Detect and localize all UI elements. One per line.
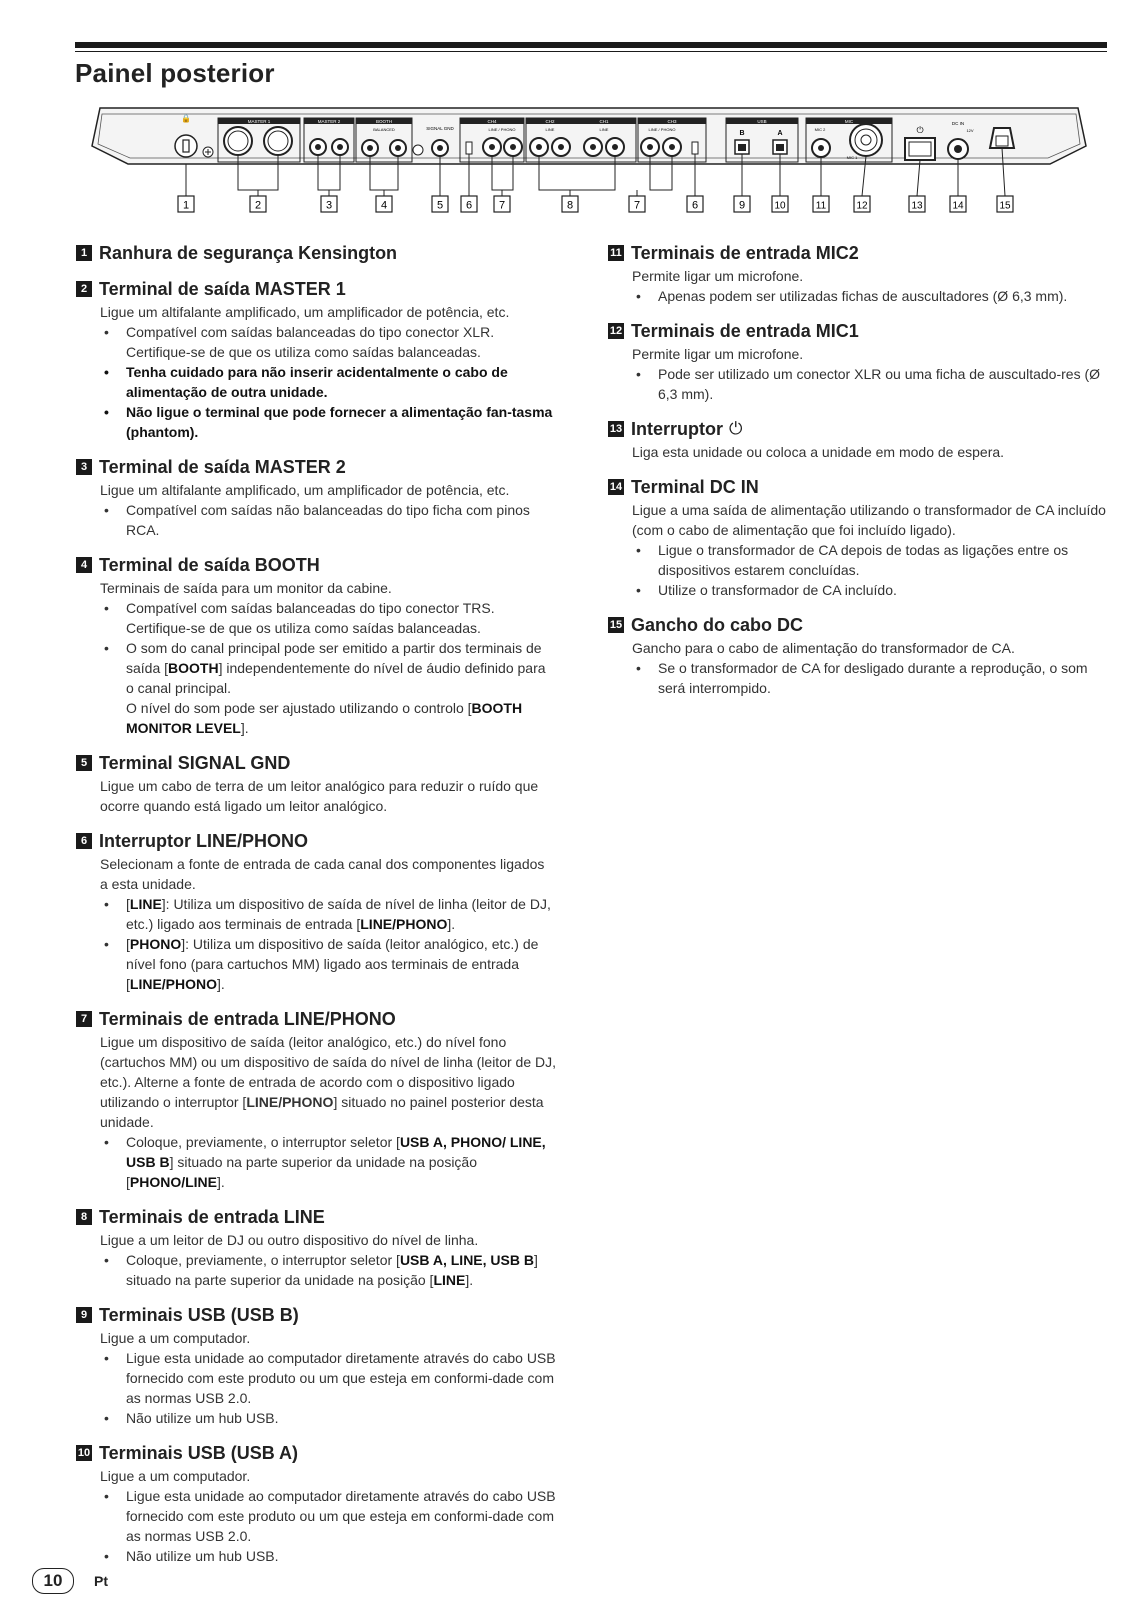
section-title: Terminal de saída BOOTH	[99, 555, 320, 575]
master2-label: MASTER 2	[317, 119, 341, 124]
section-number-badge: 7	[76, 1011, 92, 1027]
top-thin-rule	[75, 51, 1107, 52]
bullet-item: • Não utilize um hub USB.	[100, 1546, 556, 1566]
rear-panel-diagram	[90, 106, 1088, 224]
section-number-badge: 13	[609, 423, 623, 435]
section-title: Terminal SIGNAL GND	[99, 753, 291, 773]
bullet-item: • Se o transformador de CA for desligado durante a reprodução, o som será interrompido.	[632, 658, 1108, 698]
section-number-badge: 12	[609, 325, 623, 337]
section-2	[76, 278, 556, 442]
section-4	[76, 554, 556, 738]
section-title: Terminal de saída MASTER 1	[99, 279, 346, 299]
section-heading	[608, 476, 1108, 498]
callout-number: 11	[815, 200, 827, 212]
section-number-badge: 14	[609, 481, 623, 493]
section-title: Terminais USB (USB B)	[99, 1305, 299, 1325]
section-description: Permite ligar um microfone.	[632, 346, 804, 362]
bullet-item: • Compatível com saídas balanceadas do tipo conector XLR. Certifique-se de que os utiliza como saídas balanceadas.	[100, 322, 556, 362]
page-number: 10	[32, 1568, 74, 1594]
section-title: Interruptor LINE/PHONO	[99, 831, 309, 851]
section-title: Terminal DC IN	[631, 477, 759, 497]
bullet-item: • Não utilize um hub USB.	[100, 1408, 556, 1428]
callout-number: 8	[566, 199, 574, 212]
section-13	[608, 418, 1108, 462]
power-icon: ⏻	[729, 419, 743, 438]
bullet-list	[76, 322, 556, 442]
section-description: Ligue a um computador.	[100, 1330, 251, 1346]
ch1-line-label: LINE	[599, 127, 609, 132]
callout-number: 12	[856, 200, 868, 212]
section-number-badge: 3	[76, 459, 92, 475]
section-heading	[76, 456, 556, 478]
section-heading	[76, 278, 556, 300]
section-number-badge: 10	[77, 1447, 91, 1459]
callout-number: 4	[380, 199, 388, 212]
section-description: Ligue a uma saída de alimentação utilizando o transformador de CA incluído (com o cabo de alimentação que foi incluído ligado).	[632, 502, 1106, 538]
bold-term: BOOTH	[168, 660, 219, 676]
section-number-badge: 15	[609, 619, 623, 631]
section-description: Ligue um dispositivo de saída (leitor analógico, etc.) do nível fono (cartuchos MM) ou um dispositivo de saída do nível de linha (leitor de DJ, etc.). Alterne a fonte de entrada de acordo com o dispositivo ligado utilizando o interruptor [LINE/PHONO] situado no painel posterior desta unidade.	[100, 1034, 556, 1130]
section-number-badge: 11	[608, 245, 624, 261]
callout-number: 6	[465, 199, 473, 212]
bullet-list	[76, 500, 556, 540]
page-title: Painel posterior	[75, 58, 275, 88]
language-label: Pt	[94, 1573, 108, 1589]
section-9	[76, 1304, 556, 1428]
ch2-label: CH2	[545, 119, 555, 124]
section-heading	[76, 554, 556, 576]
right-column	[608, 242, 1108, 712]
bullet-list	[608, 364, 1108, 404]
mic-label: MIC	[844, 119, 854, 124]
callout-number: 5	[436, 199, 444, 212]
bullet-list	[608, 658, 1108, 698]
section-15	[608, 614, 1108, 698]
top-rule	[75, 42, 1107, 48]
callout-number: 3	[325, 199, 333, 212]
section-number-badge: 5	[76, 755, 92, 771]
bold-term: USB A, LINE, USB B	[399, 1252, 534, 1268]
mic1-label: MIC 1	[846, 155, 858, 160]
section-description: Permite ligar um microfone.	[632, 268, 804, 284]
svg-text:⏻: ⏻	[916, 126, 924, 136]
bullet-item: • [LINE]: Utiliza um dispositivo de saída de nível de linha (leitor de DJ, etc.) ligado aos terminais de entrada [LINE/PHONO].	[100, 894, 556, 934]
section-title: Terminais de entrada LINE	[99, 1207, 325, 1227]
section-description: Ligue a um leitor de DJ ou outro dispositivo do nível de linha.	[100, 1232, 479, 1248]
bold-term: LINE/PHONO	[246, 1094, 334, 1110]
section-title: Terminais de entrada MIC1	[631, 321, 859, 341]
bullet-list	[76, 1486, 556, 1566]
section-title: Terminais USB (USB A)	[99, 1443, 299, 1463]
callout-number: 1	[182, 199, 190, 212]
bullet-list	[608, 286, 1108, 306]
section-heading	[76, 1304, 556, 1326]
section-heading	[608, 418, 1108, 440]
section-title: Terminal de saída MASTER 2	[99, 457, 346, 477]
master1-label: MASTER 1	[247, 119, 271, 124]
bullet-list	[76, 1250, 556, 1290]
section-number-badge: 9	[76, 1307, 92, 1323]
callout-number: 6	[691, 199, 699, 212]
section-heading	[76, 1008, 556, 1030]
usb-a-label: A	[777, 130, 783, 137]
bold-term: PHONO/LINE	[129, 1174, 218, 1190]
bold-term: LINE	[433, 1272, 466, 1288]
dc-in-label: DC IN	[951, 121, 965, 126]
section-heading	[608, 242, 1108, 264]
section-heading	[76, 242, 556, 264]
bold-term: PHONO	[129, 936, 182, 952]
section-title: Terminais de entrada LINE/PHONO	[99, 1009, 396, 1029]
callout-number: 13	[911, 200, 923, 212]
bullet-item: • Tenha cuidado para não inserir acidentalmente o cabo de alimentação de outra unidade.	[100, 362, 556, 402]
section-title: Terminais de entrada MIC2	[631, 243, 859, 263]
dc-voltage-label: 12V	[966, 128, 974, 133]
section-description: Liga esta unidade ou coloca a unidade em modo de espera.	[632, 444, 1005, 460]
callout-number: 9	[738, 199, 746, 212]
section-1	[76, 242, 556, 264]
section-title: Ranhura de segurança Kensington	[99, 243, 398, 263]
bold-term: BOOTH MONITOR LEVEL	[126, 700, 523, 736]
section-10	[76, 1442, 556, 1566]
section-description: Gancho para o cabo de alimentação do transformador de CA.	[632, 640, 1015, 656]
booth-label: BOOTH	[375, 119, 393, 124]
callout-number: 14	[952, 200, 964, 212]
bullet-item: • Apenas podem ser utilizadas fichas de auscultadores (Ø 6,3 mm).	[632, 286, 1108, 306]
section-6	[76, 830, 556, 994]
bullet-item: • Utilize o transformador de CA incluído.	[632, 580, 1108, 600]
section-number-badge: 1	[76, 245, 92, 261]
section-number-badge: 8	[76, 1209, 92, 1225]
bullet-item: • Compatível com saídas balanceadas do tipo conector TRS. Certifique-se de que os utiliza como saídas balanceadas.	[100, 598, 556, 638]
ch3-label: CH3	[667, 119, 677, 124]
bullet-list	[76, 1348, 556, 1428]
bullet-item: • Ligue esta unidade ao computador diretamente através do cabo USB fornecido com este produto ou um que esteja em conformi-dade com as normas USB 2.0.	[100, 1348, 556, 1408]
bullet-list	[76, 894, 556, 994]
section-11	[608, 242, 1108, 306]
bullet-item: • Coloque, previamente, o interruptor seletor [USB A, PHONO/ LINE, USB B] situado na parte superior da unidade na posição [PHONO/LINE].	[100, 1132, 556, 1192]
bullet-item: • Coloque, previamente, o interruptor seletor [USB A, LINE, USB B] situado na parte superior da unidade na posição [LINE].	[100, 1250, 556, 1290]
bullet-item: • Ligue o transformador de CA depois de todas as ligações entre os dispositivos estarem concluídas.	[632, 540, 1108, 580]
usb-label: USB	[757, 119, 767, 124]
svg-text:🔒: 🔒	[181, 114, 191, 123]
section-heading	[76, 752, 556, 774]
section-3	[76, 456, 556, 540]
ch4-line-phono-label: LINE / PHONO	[488, 127, 516, 132]
section-number-badge: 6	[76, 833, 92, 849]
section-description: Ligue a um computador.	[100, 1468, 251, 1484]
bold-term: LINE/PHONO	[129, 976, 218, 992]
ch3-line-phono-label: LINE / PHONO	[648, 127, 676, 132]
bullet-list	[608, 540, 1108, 600]
section-12	[608, 320, 1108, 404]
callout-number: 15	[999, 200, 1011, 212]
callout-number: 7	[633, 199, 641, 212]
section-description: Selecionam a fonte de entrada de cada canal dos componentes ligados a esta unidade.	[100, 856, 545, 892]
bullet-list	[76, 598, 556, 738]
section-description: Ligue um altifalante amplificado, um amplificador de potência, etc.	[100, 482, 510, 498]
bold-term: LINE/PHONO	[360, 916, 448, 932]
ch4-label: CH4	[487, 119, 497, 124]
bullet-item: • Pode ser utilizado um conector XLR ou uma ficha de auscultado-res (Ø 6,3 mm).	[632, 364, 1108, 404]
section-heading	[76, 1206, 556, 1228]
section-7	[76, 1008, 556, 1192]
mic2-label: MIC 2	[814, 127, 826, 132]
bullet-item: • Não ligue o terminal que pode fornecer a alimentação fan-tasma (phantom).	[100, 402, 556, 442]
bullet-item: • Ligue esta unidade ao computador diretamente através do cabo USB fornecido com este produto ou um que esteja em conformi-dade com as normas USB 2.0.	[100, 1486, 556, 1546]
dc-cable-hook	[990, 128, 1014, 148]
bullet-item: • Compatível com saídas não balanceadas do tipo ficha com pinos RCA.	[100, 500, 556, 540]
left-column	[76, 242, 556, 1580]
section-title: Interruptor	[631, 419, 723, 439]
ch2-line-label: LINE	[545, 127, 555, 132]
section-number-badge: 2	[76, 281, 92, 297]
booth-balanced-label: BALANCED	[373, 127, 395, 132]
ch1-label: CH1	[599, 119, 609, 124]
section-14	[608, 476, 1108, 600]
section-5	[76, 752, 556, 816]
section-description: Ligue um cabo de terra de um leitor analógico para reduzir o ruído que ocorre quando está ligado um leitor analógico.	[100, 778, 539, 814]
section-8	[76, 1206, 556, 1290]
bullet-item: • O som do canal principal pode ser emitido a partir dos terminais de saída [BOOTH] independentemente do nível de áudio definido para o canal principal. O nível do som pode ser ajustado utilizando o controlo [BOOTH MONITOR LEVEL].	[100, 638, 556, 738]
section-heading	[76, 1442, 556, 1464]
section-heading	[608, 320, 1108, 342]
section-heading	[608, 614, 1108, 636]
bullet-item: • [PHONO]: Utiliza um dispositivo de saída (leitor analógico, etc.) de nível fono (para cartuchos MM) ligado aos terminais de entrada [LINE/PHONO].	[100, 934, 556, 994]
bold-term: USB A, PHONO/ LINE, USB B	[126, 1134, 546, 1170]
callout-number: 10	[774, 200, 786, 212]
section-number-badge: 4	[76, 557, 92, 573]
bold-term: LINE	[129, 896, 162, 912]
bullet-list	[76, 1132, 556, 1192]
section-heading	[76, 830, 556, 852]
section-description: Ligue um altifalante amplificado, um amplificador de potência, etc.	[100, 304, 510, 320]
section-description: Terminais de saída para um monitor da cabine.	[100, 580, 392, 596]
section-title: Gancho do cabo DC	[631, 615, 804, 635]
callout-number: 2	[254, 199, 262, 212]
usb-b-label: B	[739, 130, 745, 137]
signal-gnd-label: SIGNAL GND	[426, 126, 454, 131]
callout-number: 7	[498, 199, 506, 212]
